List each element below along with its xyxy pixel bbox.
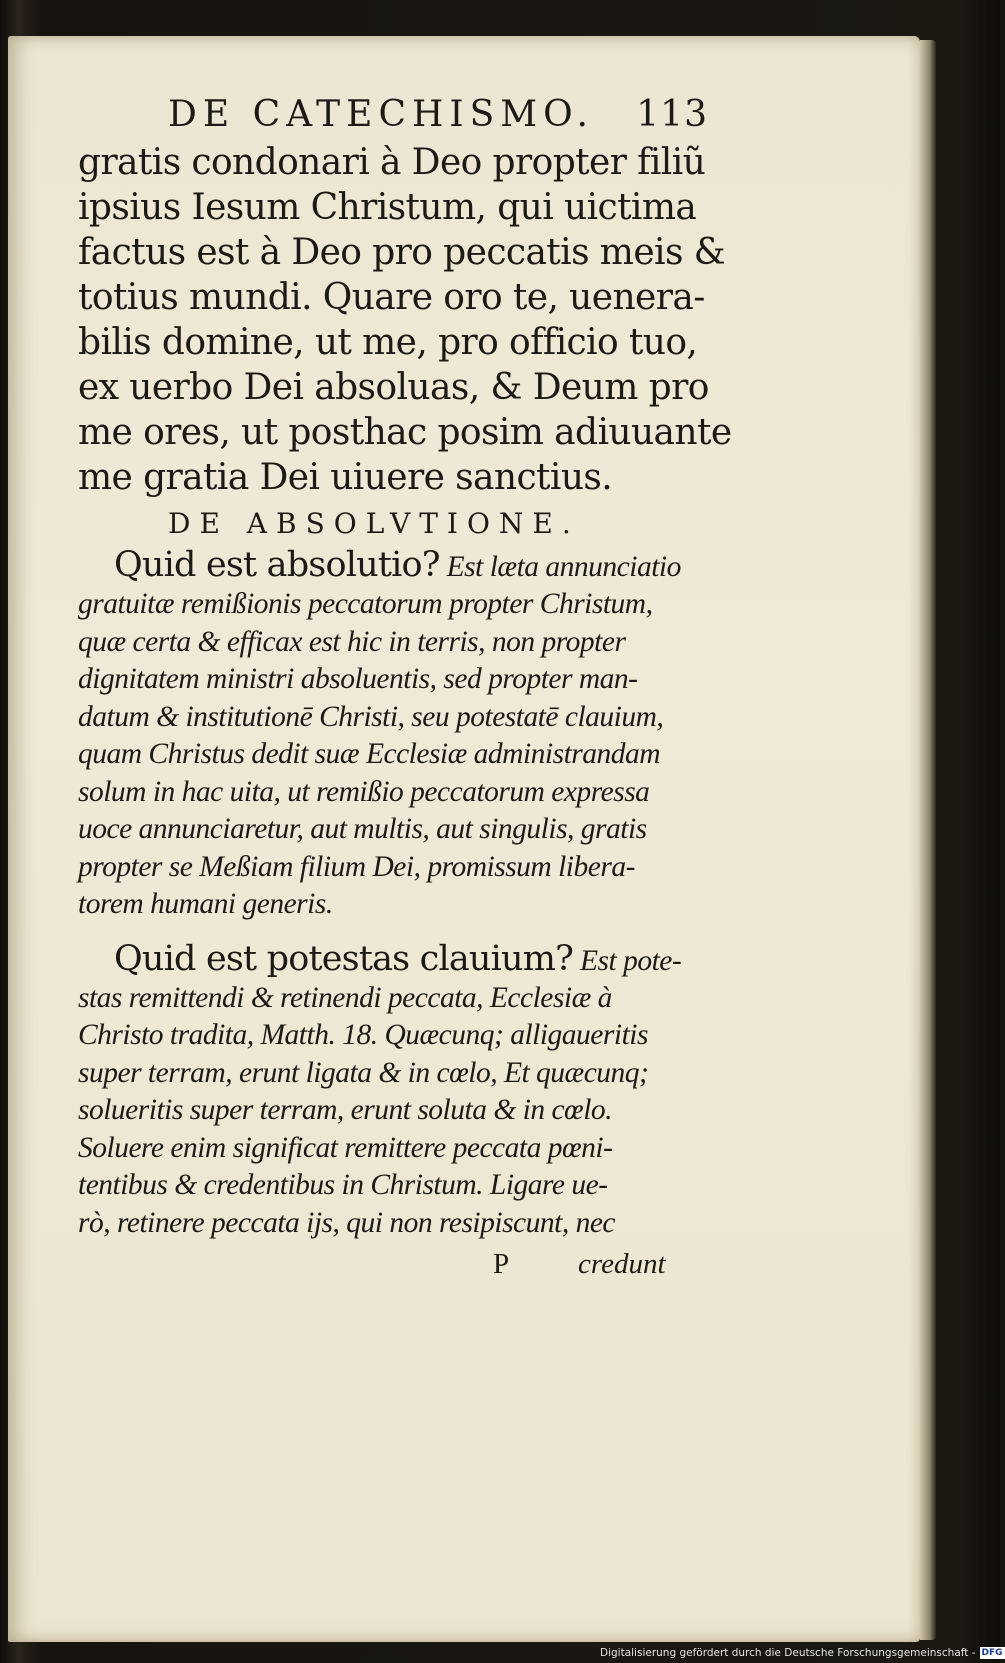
question-first-line	[78, 544, 718, 586]
book-page	[8, 36, 920, 1642]
text-line: factus est à Deo pro peccatis meis &	[78, 232, 726, 273]
text-line: totius mundi. Quare oro te, uenera-	[78, 277, 705, 318]
question-lead: Quid est potestas clauium?	[114, 938, 574, 979]
page-edge	[920, 40, 936, 1640]
text-line: datum & institutionē Christi, seu potestatē clauium,	[78, 700, 664, 733]
text-block	[78, 92, 732, 1286]
question-absolutio	[78, 544, 718, 924]
text-line: ipsius Iesum Christum, qui uictima	[78, 187, 697, 228]
text-line: Christo tradita, Matth. 18. Quæcunq; alligaueritis	[78, 1019, 648, 1051]
digitization-credit	[600, 1645, 1005, 1661]
catchword: credunt	[578, 1248, 666, 1280]
text-line: ex uerbo Dei absoluas, & Deum pro	[78, 367, 709, 408]
running-head	[78, 92, 718, 140]
text-line: quæ certa & efficax est hic in terris, non propter	[78, 625, 626, 658]
question-potestas	[78, 938, 718, 1243]
text-line: rò, retinere peccata ijs, qui non resipiscunt, nec	[78, 1206, 616, 1239]
text-line: torem humani generis.	[78, 888, 333, 920]
text-line: me gratia Dei uiuere sanctius.	[78, 457, 613, 498]
paragraph-1	[78, 140, 732, 500]
text-line: bilis domine, ut me, pro officio tuo,	[78, 322, 698, 363]
question-first-line	[78, 938, 718, 980]
answer-start: Est læta annunciatio	[439, 551, 681, 583]
text-line: Soluere enim significat remittere peccata pœni-	[78, 1131, 613, 1164]
credit-text: Digitalisierung gefördert durch die Deutsche Forschungsgemeinschaft -	[600, 1647, 976, 1659]
catch-line	[78, 1246, 718, 1286]
text-line: gratis condonari à Deo propter filiũ	[78, 142, 706, 183]
text-line: super terram, erunt ligata & in cœlo, Et quæcunq;	[78, 1056, 649, 1089]
signature-mark: P	[493, 1248, 510, 1280]
page-number: 113	[636, 94, 708, 135]
text-line: propter se Meßiam filium Dei, promissum libera-	[78, 850, 635, 883]
text-line: me ores, ut posthac posim adiuuante	[78, 412, 732, 453]
running-title: DE CATECHISMO.	[168, 94, 594, 135]
dfg-logo-icon: DFG	[981, 1648, 1003, 1658]
text-line: solum in hac uita, ut remißio peccatorum expressa	[78, 775, 650, 808]
section-heading: DE ABSOLVTIONE.	[168, 507, 580, 540]
text-line: uoce annunciaretur, aut multis, aut singulis, gratis	[78, 813, 647, 845]
question-lead: Quid est absolutio?	[114, 545, 440, 585]
text-line: tentibus & credentibus in Christum. Ligare ue-	[78, 1169, 608, 1201]
text-line: gratuitæ remißionis peccatorum propter Christum,	[78, 588, 653, 620]
answer-start: Est pote-	[573, 944, 682, 977]
text-line: stas remittendi & retinendi peccata, Ecclesiæ à	[78, 981, 612, 1014]
text-line: solueritis super terram, erunt soluta & in cœlo.	[78, 1094, 613, 1126]
text-line: quam Christus dedit suæ Ecclesiæ administrandam	[78, 738, 661, 770]
text-line: dignitatem ministri absoluentis, sed propter man-	[78, 663, 638, 695]
